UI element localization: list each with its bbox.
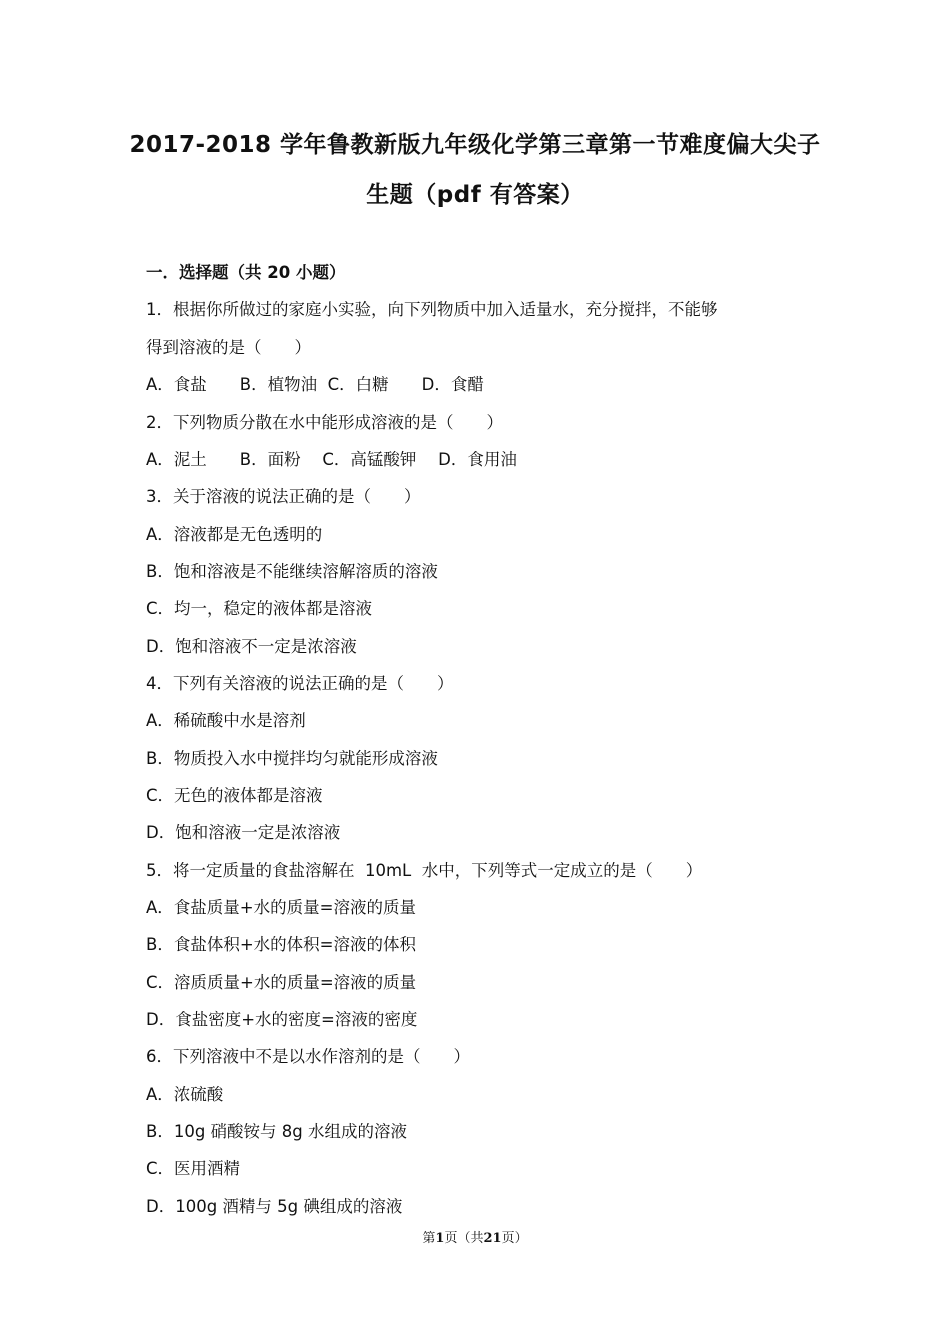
footer-total-pages: 21 — [483, 1231, 502, 1246]
question-6-option-a: A．浓硫酸 — [146, 1085, 224, 1104]
question-2-options: A．泥土 B．面粉 C．高锰酸钾 D．食用油 — [146, 450, 517, 469]
question-5-option-d: D．食盐密度+水的密度=溶液的密度 — [146, 1010, 418, 1029]
footer-page-number: 1 — [435, 1231, 445, 1246]
question-4-stem: 4．下列有关溶液的说法正确的是（ ） — [146, 674, 454, 693]
question-1-stem: 1．根据你所做过的家庭小实验，向下列物质中加入适量水，充分搅拌，不能够 — [146, 300, 718, 319]
question-1-options: A．食盐 B．植物油 C．白糖 D．食醋 — [146, 375, 484, 394]
footer-middle: 页（共 — [444, 1231, 484, 1246]
question-3-option-b: B．饱和溶液是不能继续溶解溶质的溶液 — [146, 562, 438, 581]
question-5-option-b: B．食盐体积+水的体积=溶液的体积 — [146, 935, 416, 954]
question-3-option-d: D．饱和溶液不一定是浓溶液 — [146, 637, 357, 656]
question-6-stem: 6．下列溶液中不是以水作溶剂的是（ ） — [146, 1047, 470, 1066]
page-footer — [0, 1227, 950, 1246]
footer-prefix: 第 — [422, 1231, 436, 1246]
question-3-option-c: C．均一，稳定的液体都是溶液 — [146, 599, 373, 618]
question-5-stem: 5．将一定质量的食盐溶解在 10mL 水中，下列等式一定成立的是（ ） — [146, 861, 703, 880]
question-5-option-c: C．溶质质量+水的质量=溶液的质量 — [146, 973, 417, 992]
section-heading: 一．选择题（共 20 小题） — [146, 263, 346, 282]
footer-suffix: 页） — [501, 1231, 528, 1246]
document-title-line-2: 生题（pdf 有答案） — [366, 182, 584, 208]
question-6-option-c: C．医用酒精 — [146, 1159, 241, 1178]
document-title-line-1: 2017-2018 学年鲁教新版九年级化学第三章第一节难度偏大尖子 — [129, 132, 821, 158]
question-3-stem: 3．关于溶液的说法正确的是（ ） — [146, 487, 421, 506]
question-2-stem: 2．下列物质分散在水中能形成溶液的是（ ） — [146, 413, 503, 432]
question-4-option-d: D．饱和溶液一定是浓溶液 — [146, 823, 341, 842]
question-4-option-a: A．稀硫酸中水是溶剂 — [146, 711, 306, 730]
question-6-option-b: B．10g 硝酸铵与 8g 水组成的溶液 — [146, 1122, 407, 1141]
question-5-option-a: A．食盐质量+水的质量=溶液的质量 — [146, 898, 416, 917]
question-3-option-a: A．溶液都是无色透明的 — [146, 525, 323, 544]
question-4-option-b: B．物质投入水中搅拌均匀就能形成溶液 — [146, 749, 438, 768]
question-6-option-d: D．100g 酒精与 5g 碘组成的溶液 — [146, 1197, 403, 1216]
question-4-option-c: C．无色的液体都是溶液 — [146, 786, 323, 805]
question-1-stem-cont: 得到溶液的是（ ） — [146, 338, 311, 357]
